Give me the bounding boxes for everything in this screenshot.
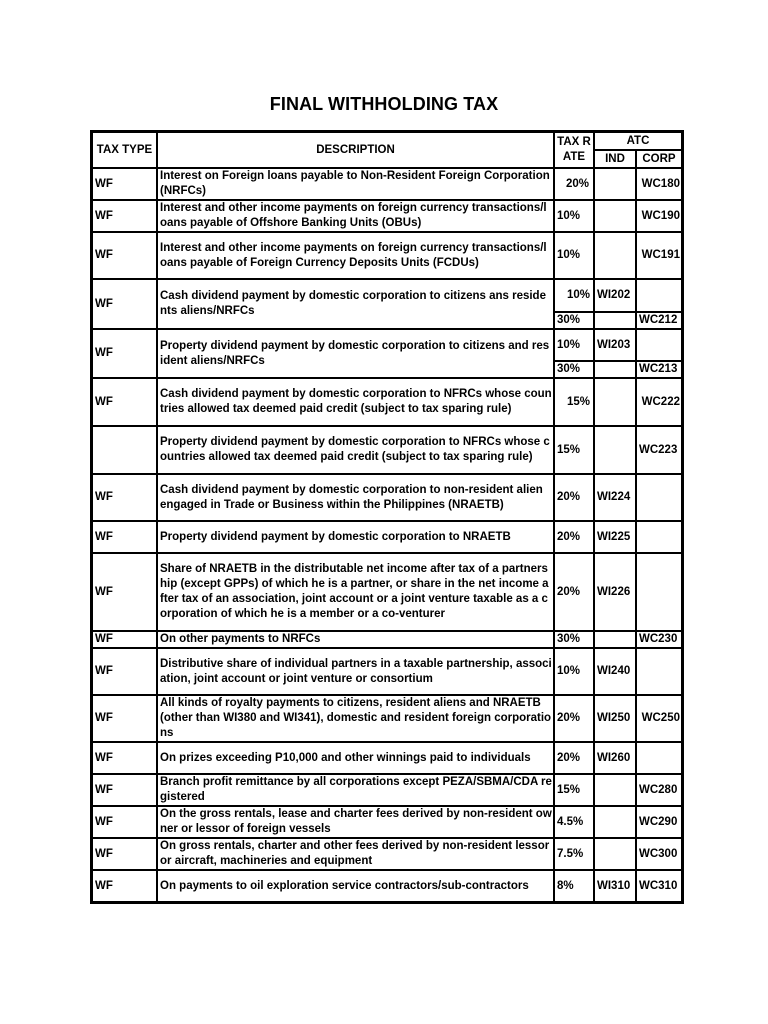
cell-tax-type: WF xyxy=(92,168,157,200)
cell-atc-ind xyxy=(594,426,636,474)
withholding-tax-table xyxy=(90,130,684,904)
cell-description: Interest on Foreign loans payable to Non-Resident Foreign Corporation (NRFCs) xyxy=(157,168,554,200)
table-row xyxy=(92,870,682,902)
cell-tax-type: WF xyxy=(92,378,157,426)
cell-tax-rate: 4.5% xyxy=(554,806,594,838)
cell-description: Distributive share of individual partners in a taxable partnership, association, joint account or joint venture or consortium xyxy=(157,648,554,695)
cell-tax-rate: 10% xyxy=(554,648,594,695)
table-row xyxy=(92,838,682,870)
cell-atc-corp: WC230 xyxy=(636,631,682,648)
cell-atc-corp xyxy=(636,474,682,521)
table-row xyxy=(92,329,682,361)
header-tax-rate: TAX RATE xyxy=(554,132,594,168)
cell-atc-ind: WI203 xyxy=(594,329,636,361)
cell-atc-ind xyxy=(594,312,636,329)
cell-tax-rate: 15% xyxy=(554,426,594,474)
cell-atc-ind xyxy=(594,361,636,378)
header-atc: ATC xyxy=(594,132,682,150)
cell-atc-ind xyxy=(594,378,636,426)
cell-tax-type: WF xyxy=(92,774,157,806)
cell-atc-corp xyxy=(636,648,682,695)
cell-tax-rate: 30% xyxy=(554,631,594,648)
cell-atc-corp xyxy=(636,279,682,312)
cell-tax-type: WF xyxy=(92,553,157,631)
table-row xyxy=(92,426,682,474)
cell-atc-ind: WI202 xyxy=(594,279,636,312)
table-row xyxy=(92,742,682,774)
cell-atc-corp: WC310 xyxy=(636,870,682,902)
cell-description: On payments to oil exploration service contractors/sub-contractors xyxy=(157,870,554,902)
cell-tax-rate: 30% xyxy=(554,312,594,329)
cell-description: Share of NRAETB in the distributable net income after tax of a partnership (except GPPs) of which he is a partner, or share in the net income after tax of an association, joint account or a joint venture taxable as a corporation of which he is a member or a co-venturer xyxy=(157,553,554,631)
cell-description: Property dividend payment by domestic corporation to citizens and resident aliens/NRFCs xyxy=(157,329,554,378)
cell-description: Interest and other income payments on foreign currency transactions/loans payable of Foreign Currency Deposits Units (FCDUs) xyxy=(157,232,554,279)
cell-tax-rate: 10% xyxy=(554,279,594,312)
cell-description: On other payments to NRFCs xyxy=(157,631,554,648)
cell-description: Cash dividend payment by domestic corporation to non-resident alien engaged in Trade or Business within the Philippines (NRAETB) xyxy=(157,474,554,521)
cell-atc-corp: WC223 xyxy=(636,426,682,474)
table-row xyxy=(92,553,682,631)
cell-description: On prizes exceeding P10,000 and other winnings paid to individuals xyxy=(157,742,554,774)
table-row xyxy=(92,695,682,742)
header-tax-type: TAX TYPE xyxy=(92,132,157,168)
cell-description: All kinds of royalty payments to citizens, resident aliens and NRAETB (other than WI380 and WI341), domestic and resident foreign corporations xyxy=(157,695,554,742)
table-row xyxy=(92,631,682,648)
cell-tax-type: WF xyxy=(92,838,157,870)
cell-atc-corp: WC250 xyxy=(636,695,682,742)
cell-atc-ind xyxy=(594,168,636,200)
cell-atc-ind: WI224 xyxy=(594,474,636,521)
cell-atc-corp xyxy=(636,742,682,774)
cell-description: On the gross rentals, lease and charter fees derived by non-resident owner or lessor of foreign vessels xyxy=(157,806,554,838)
cell-tax-rate: 20% xyxy=(554,553,594,631)
cell-tax-rate: 15% xyxy=(554,774,594,806)
cell-description: Property dividend payment by domestic corporation to NFRCs whose countries allowed tax deemed paid credit (subject to tax sparing rule) xyxy=(157,426,554,474)
cell-tax-type: WF xyxy=(92,474,157,521)
cell-atc-corp: WC280 xyxy=(636,774,682,806)
cell-atc-ind xyxy=(594,631,636,648)
header-ind: IND xyxy=(594,150,636,168)
cell-atc-corp: WC300 xyxy=(636,838,682,870)
cell-tax-type: WF xyxy=(92,631,157,648)
cell-tax-type: WF xyxy=(92,329,157,378)
header-description: DESCRIPTION xyxy=(157,132,554,168)
cell-tax-rate: 10% xyxy=(554,200,594,232)
cell-tax-type: WF xyxy=(92,806,157,838)
cell-atc-corp: WC212 xyxy=(636,312,682,329)
cell-atc-corp: WC180 xyxy=(636,168,682,200)
cell-tax-rate: 10% xyxy=(554,329,594,361)
table-row xyxy=(92,279,682,312)
table-row xyxy=(92,648,682,695)
cell-atc-ind xyxy=(594,232,636,279)
cell-atc-corp xyxy=(636,553,682,631)
cell-tax-type: WF xyxy=(92,232,157,279)
header-row xyxy=(92,132,682,150)
table-row xyxy=(92,200,682,232)
cell-atc-corp: WC191 xyxy=(636,232,682,279)
cell-tax-rate: 15% xyxy=(554,378,594,426)
cell-atc-ind: WI250 xyxy=(594,695,636,742)
cell-atc-ind: WI226 xyxy=(594,553,636,631)
cell-description: Property dividend payment by domestic corporation to NRAETB xyxy=(157,521,554,553)
cell-tax-type: WF xyxy=(92,648,157,695)
cell-tax-rate: 20% xyxy=(554,521,594,553)
cell-description: On gross rentals, charter and other fees derived by non-resident lessor or aircraft, machineries and equipment xyxy=(157,838,554,870)
table-row xyxy=(92,378,682,426)
cell-description: Branch profit remittance by all corporations except PEZA/SBMA/CDA registered xyxy=(157,774,554,806)
cell-tax-type: WF xyxy=(92,521,157,553)
cell-tax-type: WF xyxy=(92,279,157,329)
table-row xyxy=(92,474,682,521)
table-row xyxy=(92,232,682,279)
table-row xyxy=(92,774,682,806)
header-corp: CORP xyxy=(636,150,682,168)
cell-tax-rate: 20% xyxy=(554,695,594,742)
cell-atc-ind xyxy=(594,838,636,870)
cell-atc-ind: WI310 xyxy=(594,870,636,902)
cell-atc-corp xyxy=(636,521,682,553)
cell-atc-corp: WC222 xyxy=(636,378,682,426)
cell-tax-rate: 7.5% xyxy=(554,838,594,870)
table-row xyxy=(92,521,682,553)
table-row xyxy=(92,168,682,200)
cell-tax-type: WF xyxy=(92,742,157,774)
cell-description: Cash dividend payment by domestic corporation to citizens ans residents aliens/NRFCs xyxy=(157,279,554,329)
cell-tax-rate: 20% xyxy=(554,742,594,774)
cell-description: Interest and other income payments on foreign currency transactions/loans payable of Offshore Banking Units (OBUs) xyxy=(157,200,554,232)
cell-atc-ind: WI260 xyxy=(594,742,636,774)
cell-tax-type: WF xyxy=(92,695,157,742)
cell-description: Cash dividend payment by domestic corporation to NFRCs whose countries allowed tax deemed paid credit (subject to tax sparing rule) xyxy=(157,378,554,426)
cell-atc-ind xyxy=(594,774,636,806)
cell-atc-ind xyxy=(594,806,636,838)
cell-atc-corp: WC290 xyxy=(636,806,682,838)
cell-atc-ind: WI225 xyxy=(594,521,636,553)
page-title: FINAL WITHHOLDING TAX xyxy=(269,94,499,114)
cell-tax-type: WF xyxy=(92,200,157,232)
cell-tax-type xyxy=(92,426,157,474)
cell-tax-rate: 8% xyxy=(554,870,594,902)
cell-tax-rate: 10% xyxy=(554,232,594,279)
cell-tax-rate: 20% xyxy=(554,168,594,200)
cell-tax-rate: 20% xyxy=(554,474,594,521)
table-row xyxy=(92,806,682,838)
cell-atc-corp xyxy=(636,329,682,361)
cell-atc-corp: WC213 xyxy=(636,361,682,378)
cell-tax-type: WF xyxy=(92,870,157,902)
cell-atc-ind: WI240 xyxy=(594,648,636,695)
cell-tax-rate: 30% xyxy=(554,361,594,378)
cell-atc-ind xyxy=(594,200,636,232)
cell-atc-corp: WC190 xyxy=(636,200,682,232)
